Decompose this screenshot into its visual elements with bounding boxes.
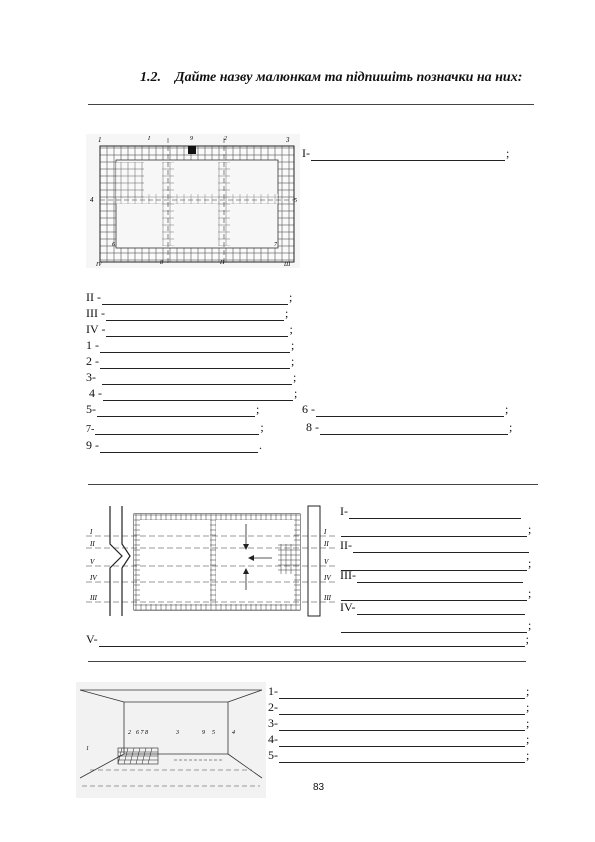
- fig2-label-III-left: III: [90, 594, 97, 602]
- fig2-extra-line: [88, 661, 526, 662]
- fig2-label-IV-left: IV: [90, 574, 97, 582]
- fig2-blank[interactable]: [357, 571, 523, 583]
- fig2-label-II-left: II: [90, 540, 95, 548]
- fig3-answer-5: [268, 748, 529, 763]
- fig3-label-678: 6 7 8: [136, 730, 148, 736]
- list1-item-IV: [86, 322, 293, 337]
- fig3-label: 2-: [268, 700, 278, 714]
- fig2-answer-III: [340, 568, 524, 583]
- fig1-label-8: 8: [160, 260, 163, 266]
- fig3-label: 1-: [268, 684, 278, 698]
- fig3-answer-4: [268, 732, 529, 747]
- fig2-answer-IV-cont: [340, 618, 531, 633]
- fig1-label-1: 1: [98, 136, 102, 144]
- fig1-label-Sh: Ш: [284, 262, 291, 268]
- fig2-answer-III-cont: [340, 586, 531, 601]
- fig2-end: ;: [525, 632, 529, 646]
- fig2-label: IV-: [340, 600, 356, 614]
- list1-end: .: [259, 438, 262, 452]
- list1-blank[interactable]: [102, 293, 288, 305]
- figure-2-drawing: [86, 500, 336, 626]
- fig3-answer-2: [268, 700, 529, 715]
- list1-end: ;: [291, 354, 295, 368]
- list1-label: 4 -: [86, 386, 102, 400]
- fig3-answer-1: [268, 684, 529, 699]
- fig1-label-6: 6: [112, 242, 115, 248]
- fig2-blank[interactable]: [341, 525, 527, 537]
- list1-end: ;: [509, 420, 513, 434]
- fig3-label: 4-: [268, 732, 278, 746]
- list1-blank[interactable]: [316, 405, 504, 417]
- fig1-answer-end: ;: [506, 146, 510, 160]
- list1-item-8: [306, 420, 512, 435]
- figure-2-room-plan: [86, 500, 336, 626]
- fig1-label-I: I: [148, 136, 150, 142]
- fig2-end: ;: [528, 586, 532, 600]
- fig3-end: ;: [526, 684, 530, 698]
- figure-1-tiled-floor-plan: [86, 134, 300, 268]
- list1-end: ;: [289, 322, 293, 336]
- list1-label: 7-: [86, 424, 95, 435]
- heading-rule: [88, 104, 534, 105]
- list1-label: 2 -: [86, 354, 99, 368]
- list1-end: ;: [284, 306, 289, 320]
- figure-1-drawing: [86, 134, 300, 268]
- section-rule: [88, 484, 538, 485]
- fig2-label-I-right: I: [324, 528, 327, 536]
- list1-end: ;: [293, 370, 297, 384]
- list1-blank[interactable]: [106, 325, 288, 337]
- fig1-label-IV: IV: [96, 262, 102, 268]
- fig2-blank[interactable]: [357, 603, 525, 615]
- fig1-label-P: П: [220, 260, 225, 266]
- fig3-label-9: 9: [202, 730, 205, 736]
- fig3-blank[interactable]: [279, 687, 525, 699]
- fig2-blank[interactable]: [99, 635, 525, 647]
- fig2-label-V-right: V: [324, 558, 329, 566]
- fig2-end: ;: [528, 522, 532, 536]
- fig1-answer-I: [302, 146, 509, 161]
- fig2-label-II-right: II: [324, 540, 329, 548]
- fig3-end: ;: [526, 716, 530, 730]
- fig2-end: ;: [528, 618, 532, 632]
- figure-3-drawing: [76, 682, 266, 798]
- list1-blank[interactable]: [320, 423, 508, 435]
- list1-end: ;: [256, 402, 260, 416]
- list1-item-6: [302, 402, 508, 417]
- fig2-answer-I-cont: [340, 522, 531, 537]
- fig3-blank[interactable]: [279, 719, 525, 731]
- fig2-label: II-: [340, 538, 352, 552]
- list1-label: 6 -: [302, 402, 315, 416]
- list1-blank[interactable]: [106, 309, 284, 321]
- list1-end: ;: [505, 402, 509, 416]
- exercise-heading: [140, 70, 522, 86]
- fig3-label-1: 1: [86, 746, 89, 752]
- fig3-label: 3-: [268, 716, 278, 730]
- fig3-blank[interactable]: [279, 735, 525, 747]
- fig1-label-5: 5: [294, 198, 297, 204]
- list1-item-2: [86, 354, 294, 369]
- list1-item-III: [86, 306, 288, 321]
- fig2-end: ;: [528, 556, 532, 570]
- page-number: 83: [313, 782, 325, 793]
- list1-label: II -: [86, 290, 101, 304]
- fig2-label: III-: [340, 568, 356, 582]
- list1-end: ;: [291, 338, 295, 352]
- list1-label: IV -: [86, 322, 106, 336]
- fig2-answer-IV: [340, 600, 526, 615]
- list1-blank[interactable]: [102, 373, 292, 385]
- list1-item-II: [86, 290, 292, 305]
- list1-item-1: [86, 338, 294, 353]
- fig1-answer-label: I-: [302, 146, 310, 160]
- fig2-answer-II: [340, 538, 530, 553]
- fig3-end: ;: [526, 748, 530, 762]
- fig2-label-V-left: V: [90, 558, 95, 566]
- list1-label: 8 -: [306, 420, 319, 434]
- exercise-title: Дайте назву малюнкам та підпишіть позначки на них:: [175, 70, 523, 85]
- list1-blank[interactable]: [97, 405, 255, 417]
- list1-blank[interactable]: [103, 389, 293, 401]
- list1-blank[interactable]: [100, 441, 258, 453]
- list1-end: ;: [294, 386, 298, 400]
- fig3-label-2: 2: [128, 730, 131, 736]
- fig1-label-2: 2: [224, 136, 227, 142]
- fig3-blank[interactable]: [279, 751, 525, 763]
- fig2-label-IV-right: IV: [324, 574, 331, 582]
- fig3-label-4: 4: [232, 730, 235, 736]
- fig2-label-I-left: I: [90, 528, 93, 536]
- figure-3-room-perspective: [76, 682, 266, 798]
- fig3-end: ;: [526, 700, 530, 714]
- list1-item-9: [86, 438, 262, 453]
- list1-item-5: [86, 402, 259, 417]
- fig2-label: I-: [340, 504, 348, 518]
- fig3-label-3: 3: [176, 730, 179, 736]
- fig3-blank[interactable]: [279, 703, 525, 715]
- fig2-blank[interactable]: [353, 541, 529, 553]
- fig3-label-5: 5: [212, 730, 215, 736]
- fig2-answer-V: [86, 632, 529, 647]
- list1-end: ;: [289, 290, 293, 304]
- list1-blank[interactable]: [100, 357, 290, 369]
- fig1-label-7: 7: [274, 242, 277, 248]
- fig3-answer-3: [268, 716, 529, 731]
- fig1-answer-blank[interactable]: [311, 149, 505, 161]
- fig1-label-9: 9: [190, 136, 193, 142]
- fig3-label: 5-: [268, 748, 278, 762]
- list1-label: 3-: [86, 370, 96, 384]
- list1-end: ;: [260, 420, 264, 434]
- list1-label: 5-: [86, 402, 96, 416]
- list1-blank[interactable]: [100, 341, 290, 353]
- fig1-label-4: 4: [90, 196, 94, 204]
- fig2-label: V-: [86, 632, 98, 646]
- list1-label: 9 -: [86, 438, 99, 452]
- list1-blank[interactable]: [95, 423, 259, 435]
- list1-item-4: [86, 386, 297, 401]
- fig2-label-III-right: III: [324, 594, 331, 602]
- list1-label: 1 -: [86, 338, 99, 352]
- list1-item-3: [86, 370, 296, 385]
- exercise-number: 1.2.: [140, 70, 161, 85]
- fig2-blank[interactable]: [349, 507, 521, 519]
- list1-item-7: [86, 420, 264, 435]
- fig2-answer-I: [340, 504, 522, 519]
- list1-label: III -: [86, 306, 105, 320]
- fig1-label-3: 3: [286, 136, 290, 144]
- fig3-end: ;: [526, 732, 530, 746]
